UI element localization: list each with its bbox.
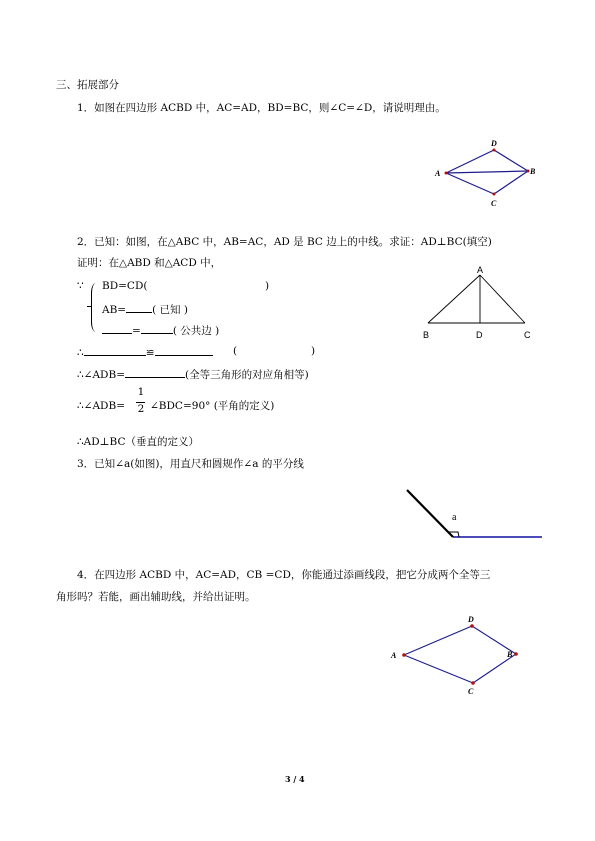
condition-3: = ( 公共边 ) — [102, 322, 219, 338]
vertex-label-c: C — [468, 687, 474, 696]
condition-2: AB= ( 已知 ) — [102, 301, 188, 317]
fraction-denominator: 2 — [137, 403, 145, 415]
conclusion-3-lead: ∴∠ADB= — [77, 400, 125, 412]
conclusion-3-tail: ∠BDC=90° (平角的定义) — [150, 400, 275, 412]
vertex-label-b: B — [507, 650, 513, 659]
vertex-label-a: A — [477, 265, 484, 275]
section-heading: 三、拓展部分 — [56, 79, 119, 91]
vertex-label-d: D — [468, 615, 474, 624]
blank-field — [102, 322, 132, 334]
condition-brace — [91, 283, 98, 332]
vertex-label-a: A — [435, 169, 441, 178]
conclusion-1-open: ( — [233, 345, 238, 357]
conclusion-1: ∴ ≌ — [77, 344, 213, 360]
vertex-label-d: D — [476, 330, 483, 340]
triangle-figure — [415, 264, 545, 346]
conclusion-4: ∴AD⊥BC（垂直的定义） — [77, 436, 200, 448]
question-3-text: 3．已知∠a(如图)，用直尺和圆规作∠a 的平分线 — [77, 458, 304, 470]
blank-field — [84, 344, 146, 356]
question-1-text: 1．如图在四边形 ACBD 中，AC=AD，BD=BC，则∠C=∠D，请说明理由。 — [77, 102, 446, 114]
question-4-line-2: 角形吗？若能，画出辅助线，并给出证明。 — [56, 591, 256, 603]
page-number: 3 / 4 — [285, 774, 305, 784]
proof-intro: 证明：在△ABD 和△ACD 中， — [77, 257, 222, 269]
vertex-label-d: D — [491, 139, 497, 148]
blank-field — [125, 366, 185, 378]
blank-field — [141, 322, 173, 334]
vertex-label-b: B — [423, 330, 430, 340]
blank-field — [126, 301, 152, 313]
question-4-line-1: 4．在四边形 ACBD 中，AC=AD，CB =CD，你能通过添画线段，把它分成两个全等三 — [77, 569, 491, 581]
condition-1-close: ) — [265, 280, 270, 292]
conclusion-1-close: ) — [311, 345, 316, 357]
vertex-label-b: B — [530, 167, 536, 176]
blank-field — [155, 344, 213, 356]
fraction-numerator: 1 — [137, 386, 145, 398]
quadrilateral-figure-2 — [388, 612, 518, 698]
angle-figure — [400, 486, 545, 546]
vertex-label-c: C — [491, 199, 497, 208]
vertex-label-c: C — [524, 330, 531, 340]
condition-brace-tip — [87, 306, 91, 309]
because-symbol: ∵ — [77, 280, 84, 292]
conclusion-2: ∴∠ADB= (全等三角形的对应角相等) — [77, 366, 309, 382]
question-2-text: 2．已知：如图，在△ABC 中，AB=AC，AD 是 BC 边上的中线。求证：AD⊥BC(填空) — [77, 236, 492, 248]
condition-1: BD=CD( — [102, 280, 148, 292]
angle-label: a — [452, 512, 457, 523]
vertex-label-a: A — [391, 651, 397, 660]
quadrilateral-figure-1 — [430, 136, 540, 212]
